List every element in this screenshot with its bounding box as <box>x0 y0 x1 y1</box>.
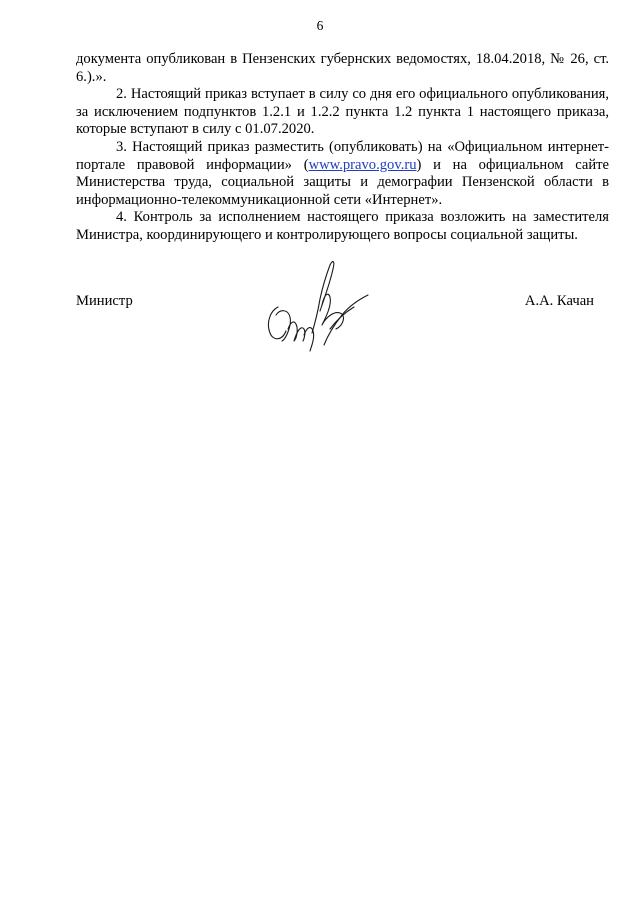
pravo-gov-link[interactable]: www.pravo.gov.ru <box>308 156 417 173</box>
paragraph-3 <box>76 139 609 209</box>
signatory-name: А.А. Качан <box>524 293 594 309</box>
paragraph-1: документа опубликован в Пензенских губернских ведомостях, 18.04.2018, № 26, ст. 6.).». <box>76 51 609 85</box>
paragraph-4: 4. Контроль за исполнением настоящего приказа возложить на заместителя Министра, координирующего и контролирующего вопросы социальной защиты. <box>76 209 609 243</box>
paragraph-3-text-end: ) и на официальном сайте Министерства труда, социальной защиты и демографии Пензенской области в информационно-телекоммуникационной сети «Интернет». <box>76 156 610 208</box>
signature-block <box>76 293 609 363</box>
paragraph-2: 2. Настоящий приказ вступает в силу со дня его официального опубликования, за исключением подпунктов 1.2.1 и 1.2.2 пункта 1.2 пункта 1 настоящего приказа, которые вступают в силу с 01.07.2020. <box>76 86 609 138</box>
document-body <box>76 51 609 245</box>
signatory-title: Министр <box>76 293 133 309</box>
page-number: 6 <box>316 18 324 33</box>
paragraph-3-text-start: 3. Настоящий приказ разместить (опубликовать) на «Официальном интернет-портале правовой информации» ( <box>76 138 609 173</box>
handwritten-signature-icon <box>264 255 374 360</box>
